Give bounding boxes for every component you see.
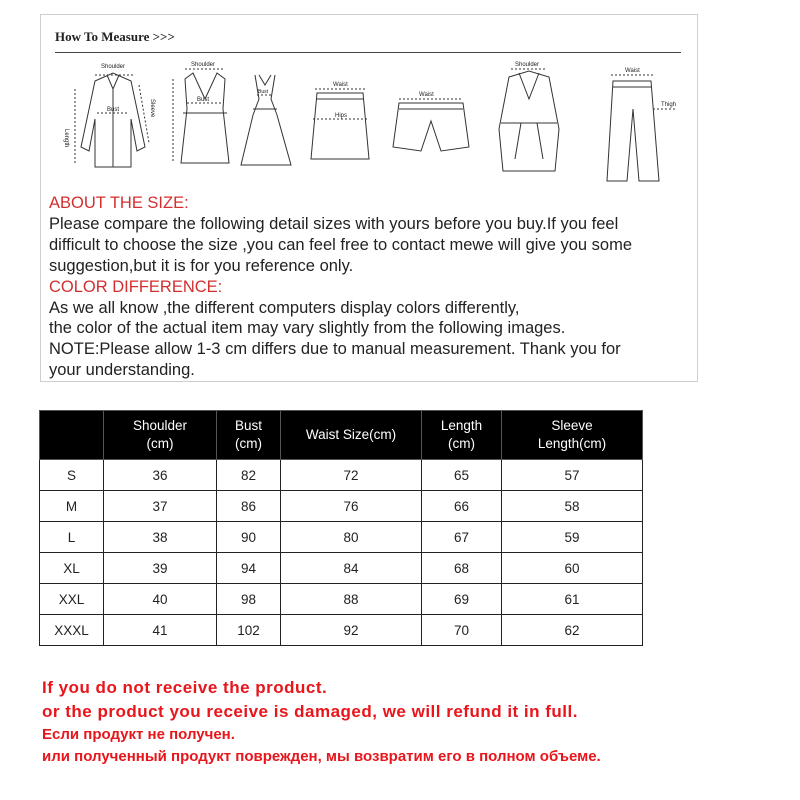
how-to-measure-panel <box>40 14 698 382</box>
figure-label: Waist <box>419 92 434 98</box>
color-difference-heading: COLOR DIFFERENCE: <box>49 277 223 296</box>
table-header-shoulder: Shoulder (cm) <box>104 411 217 460</box>
table-header-waist: Waist Size(cm) <box>281 411 422 460</box>
value-cell: 88 <box>281 584 422 615</box>
figure-label: Shoulder <box>191 62 216 68</box>
value-cell: 66 <box>422 491 502 522</box>
dress-figure <box>241 75 291 165</box>
value-cell: 102 <box>217 615 281 646</box>
value-cell: 72 <box>281 460 422 491</box>
refund-notice <box>42 676 752 768</box>
blouse-figure <box>63 64 155 167</box>
table-header-bust: Bust (cm) <box>217 411 281 460</box>
table-row <box>40 553 643 584</box>
about-size-line: suggestion,but it is for you reference only. <box>49 256 354 275</box>
refund-notice-line-ru: Если продукт не получен. <box>42 726 235 743</box>
size-info-text <box>49 193 689 381</box>
value-cell: 90 <box>217 522 281 553</box>
table-row <box>40 491 643 522</box>
figure-label: Hips <box>335 113 348 119</box>
coat-figure <box>499 62 559 171</box>
about-size-line: difficult to choose the size ,you can feel free to contact mewe will give you some <box>49 235 632 254</box>
pants-figure <box>607 68 676 181</box>
value-cell: 36 <box>104 460 217 491</box>
figure-label: Thigh <box>661 102 677 108</box>
refund-notice-line: If you do not receive the product. <box>42 678 328 697</box>
table-row <box>40 460 643 491</box>
title-divider <box>55 52 681 53</box>
figure-label: Waist <box>333 82 348 88</box>
vest-figure <box>173 62 229 163</box>
size-chart-table <box>39 410 643 646</box>
value-cell: 65 <box>422 460 502 491</box>
figure-label: Bust <box>197 97 210 103</box>
how-to-measure-title: How To Measure >>> <box>55 29 175 44</box>
skirt-figure <box>311 82 369 159</box>
value-cell: 76 <box>281 491 422 522</box>
value-cell: 70 <box>422 615 502 646</box>
table-row <box>40 615 643 646</box>
figure-label: Waist <box>625 68 640 74</box>
value-cell: 80 <box>281 522 422 553</box>
value-cell: 39 <box>104 553 217 584</box>
color-difference-line: As we all know ,the different computers display colors differently, <box>49 298 520 317</box>
color-difference-line: your understanding. <box>49 361 195 380</box>
about-size-line: Please compare the following detail sizes with yours before you buy.If you feel <box>49 214 619 233</box>
measurement-illustrations <box>55 59 685 187</box>
value-cell: 92 <box>281 615 422 646</box>
value-cell: 61 <box>502 584 643 615</box>
size-cell: XXL <box>40 584 104 615</box>
value-cell: 82 <box>217 460 281 491</box>
value-cell: 60 <box>502 553 643 584</box>
value-cell: 86 <box>217 491 281 522</box>
figure-label: Shoulder <box>101 64 126 70</box>
size-cell: S <box>40 460 104 491</box>
table-header-corner <box>40 411 104 460</box>
table-row <box>40 584 643 615</box>
value-cell: 58 <box>502 491 643 522</box>
value-cell: 38 <box>104 522 217 553</box>
figure-label: Bust <box>258 89 269 95</box>
about-size-heading: ABOUT THE SIZE: <box>49 194 189 212</box>
value-cell: 98 <box>217 584 281 615</box>
value-cell: 62 <box>502 615 643 646</box>
table-header-row <box>40 411 643 460</box>
refund-notice-line-ru: или полученный продукт поврежден, мы возвратим его в полном объеме. <box>42 748 601 765</box>
figure-label: Length <box>63 129 69 148</box>
size-cell: M <box>40 491 104 522</box>
value-cell: 94 <box>217 553 281 584</box>
figure-label: Bust <box>107 107 120 113</box>
size-cell: XXXL <box>40 615 104 646</box>
value-cell: 37 <box>104 491 217 522</box>
value-cell: 57 <box>502 460 643 491</box>
table-header-length: Length (cm) <box>422 411 502 460</box>
value-cell: 67 <box>422 522 502 553</box>
value-cell: 69 <box>422 584 502 615</box>
size-cell: L <box>40 522 104 553</box>
refund-notice-line: or the product you receive is damaged, we will refund it in full. <box>42 702 578 721</box>
shorts-figure <box>393 92 469 151</box>
value-cell: 41 <box>104 615 217 646</box>
table-header-sleeve: Sleeve Length(cm) <box>502 411 643 460</box>
size-cell: XL <box>40 553 104 584</box>
table-row <box>40 522 643 553</box>
color-difference-line: NOTE:Please allow 1-3 cm differs due to manual measurement. Thank you for <box>49 340 621 359</box>
value-cell: 68 <box>422 553 502 584</box>
figure-label: Shoulder <box>515 62 540 68</box>
figure-label: Sleeve <box>149 99 155 118</box>
value-cell: 40 <box>104 584 217 615</box>
value-cell: 59 <box>502 522 643 553</box>
color-difference-line: the color of the actual item may vary slightly from the following images. <box>49 319 566 338</box>
value-cell: 84 <box>281 553 422 584</box>
